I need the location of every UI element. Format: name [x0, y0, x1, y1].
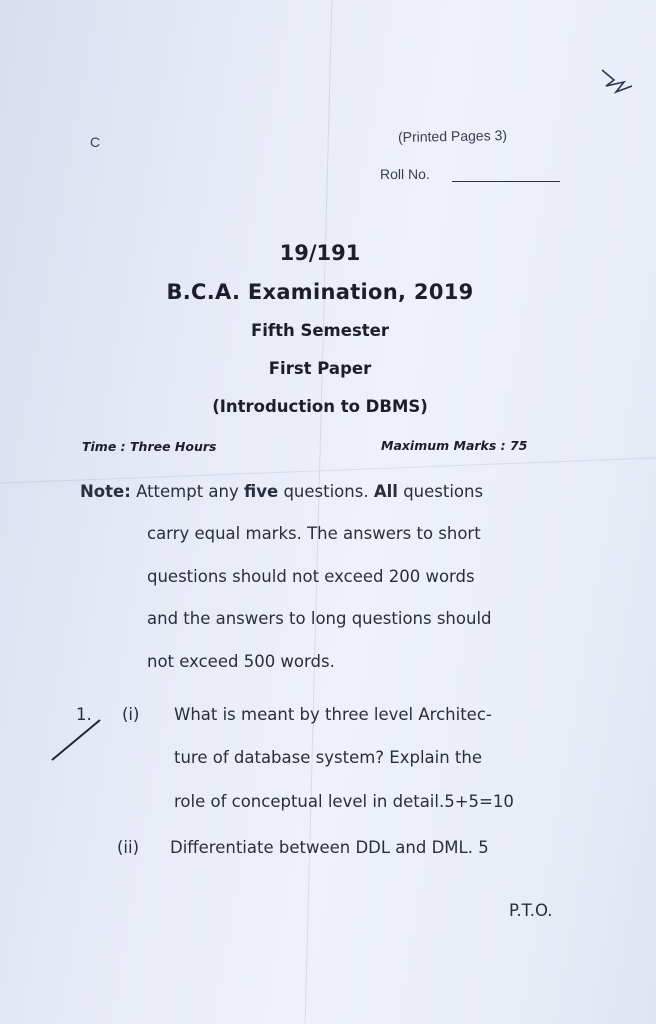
note-label: Note:	[80, 482, 131, 501]
time-allowed: Time : Three Hours	[82, 439, 217, 454]
question-1-part-i-line-1: What is meant by three level Architec-	[174, 705, 492, 724]
note-text-mid: questions.	[283, 482, 369, 501]
note-line-1	[80, 482, 483, 501]
question-1-part-i-line-3: role of conceptual level in detail.5+5=10	[174, 792, 514, 811]
subject: (Introduction to DBMS)	[212, 397, 428, 416]
note-line-4: and the answers to long questions should	[147, 609, 492, 628]
note-line-5: not exceed 500 words.	[147, 652, 335, 671]
question-1-part-i-line-2: ture of database system? Explain the	[174, 748, 483, 767]
maximum-marks: Maximum Marks : 75	[381, 438, 528, 453]
note-five: five	[244, 482, 279, 501]
series-code: C	[90, 134, 101, 150]
question-1-part-ii-text: Differentiate between DDL and DML. 5	[170, 838, 489, 857]
paper-code: 19/191	[279, 241, 361, 265]
question-1-number: 1.	[76, 705, 92, 724]
printed-pages: (Printed Pages 3)	[397, 127, 508, 145]
question-1-part-ii-label: (ii)	[117, 838, 140, 857]
note-line-2: carry equal marks. The answers to short	[147, 524, 481, 543]
pen-tick-mark	[52, 720, 100, 760]
roll-no-field[interactable]	[452, 181, 560, 182]
note-text-post: questions	[403, 482, 484, 501]
note-all: All	[373, 482, 398, 501]
handwritten-corner-mark	[602, 70, 632, 92]
please-turn-over: P.T.O.	[509, 901, 553, 920]
paper-number: First Paper	[268, 359, 372, 378]
semester: Fifth Semester	[251, 321, 389, 340]
note-text-pre: Attempt any	[136, 482, 239, 501]
question-1-part-i-label: (i)	[122, 705, 140, 724]
roll-no-label: Roll No.	[380, 166, 430, 182]
note-line-3: questions should not exceed 200 words	[147, 567, 475, 586]
exam-title: B.C.A. Examination, 2019	[166, 280, 474, 304]
